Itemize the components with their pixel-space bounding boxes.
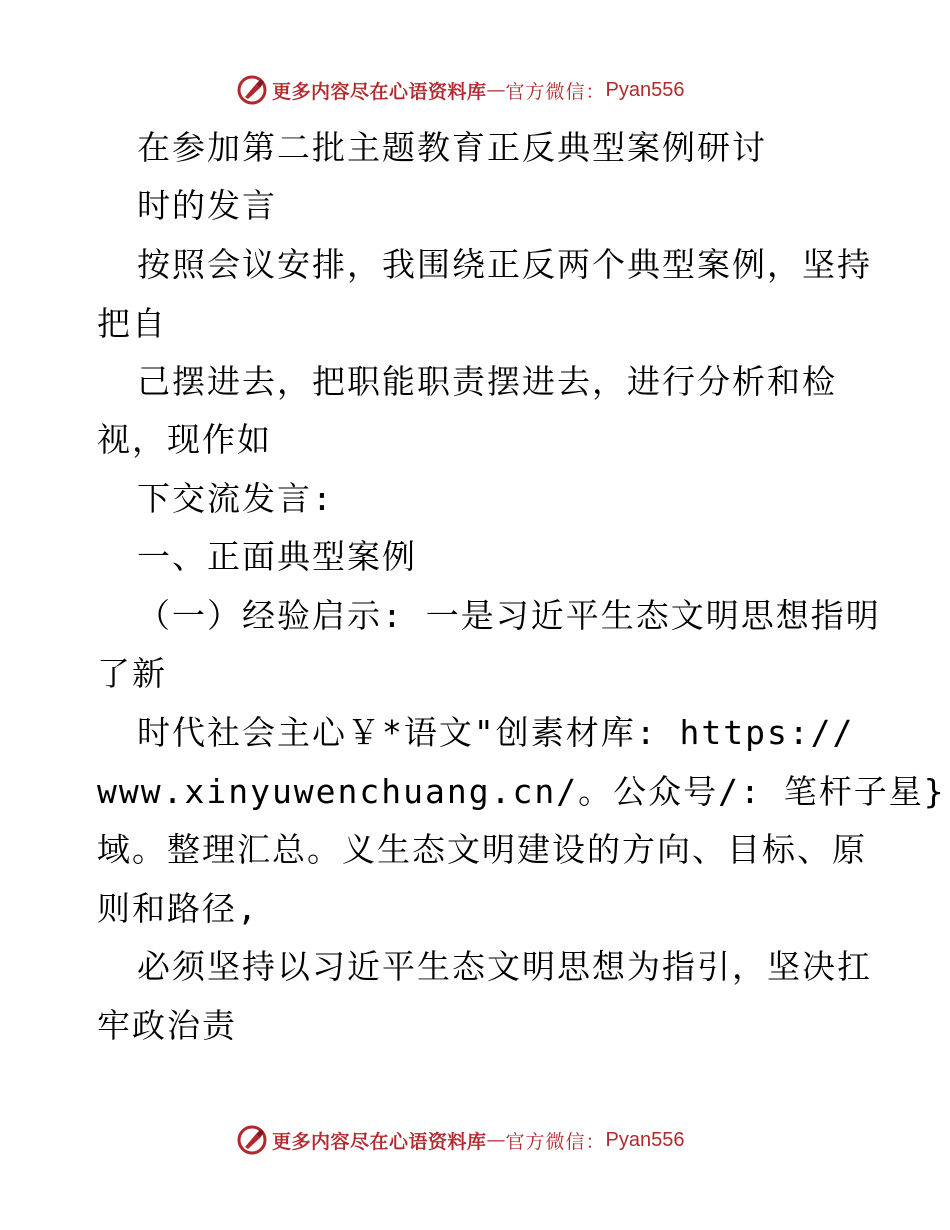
paragraph-line: www.xinyuwenchuang.cn/。公众号/: 笔杆子星} [97, 772, 946, 811]
banner-wechat-label: 官方微信： [505, 1130, 606, 1153]
banner-dash: — [486, 79, 506, 101]
paragraph-line: 己摆进去，把职能职责摆进去，进行分析和检 [137, 362, 837, 401]
paragraph-line: 则和路径, [97, 889, 259, 928]
banner-text: 更多内容尽在心语资料库 [272, 80, 487, 103]
paragraph-line: 按照会议安排，我围绕正反两个典型案例，坚持 [137, 245, 872, 284]
banner-text: 更多内容尽在心语资料库 [272, 1130, 487, 1153]
paragraph-line: 下交流发言: [137, 479, 334, 518]
paragraph-line: 时代社会主心￥*语文"创素材库: https:// [137, 713, 855, 752]
section-heading: 一、正面典型案例 [137, 537, 417, 576]
footer-banner [236, 1122, 685, 1158]
banner-wechat-id: Pyan556 [605, 1128, 685, 1151]
banner-wechat-id: Pyan556 [605, 78, 685, 101]
paragraph-line: 必须坚持以习近平生态文明思想为指引，坚决扛 [137, 947, 872, 986]
pen-nib-circle-icon [236, 74, 268, 106]
document-title-line-2: 时的发言 [137, 186, 277, 225]
paragraph-line: 域。整理汇总。义生态文明建设的方向、目标、原 [97, 830, 867, 869]
pen-nib-circle-icon [236, 1124, 268, 1156]
subsection-heading: （一）经验启示: 一是习近平生态文明思想指明 [137, 596, 881, 635]
banner-dash: — [486, 1129, 506, 1151]
paragraph-line: 了新 [97, 654, 167, 693]
document-title-line-1: 在参加第二批主题教育正反典型案例研讨 [137, 128, 767, 167]
paragraph-line: 把自 [97, 304, 167, 343]
header-banner [236, 72, 685, 108]
banner-wechat-label: 官方微信： [505, 80, 606, 103]
paragraph-line: 视，现作如 [97, 420, 272, 459]
paragraph-line: 牢政治责 [97, 1006, 237, 1045]
